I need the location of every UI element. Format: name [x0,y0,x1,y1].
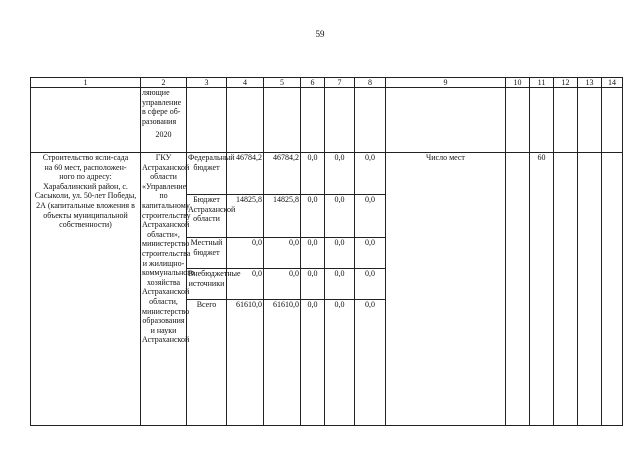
header-cell: 2 [141,78,187,88]
continuation-line: управление [142,97,182,107]
program-table [30,77,623,426]
empty-cell [506,88,530,153]
header-cell: 7 [325,78,355,88]
funding-value: 14825,8 [227,195,264,238]
object-description-cell [31,153,141,426]
header-cell: 3 [187,78,227,88]
empty-cell [264,88,301,153]
object-line: 2А (капитальные вложения в объекты муниципальной собственности) [36,200,135,230]
funding-value: 0,0 [301,195,325,238]
page-number: 59 [315,29,325,39]
funding-value: 46784,2 [264,153,301,195]
continuation-empty-cell [31,88,141,153]
funding-value: 0,0 [355,238,386,269]
funding-value: 0,0 [355,269,386,300]
funding-value: 0,0 [301,238,325,269]
header-row [31,78,623,88]
empty-cell [227,88,264,153]
header-cell: 14 [602,78,623,88]
object-line: Строительство ясли-сада [42,153,129,162]
funding-value: 0,0 [325,269,355,300]
funding-row [31,153,623,195]
funding-value: 0,0 [301,300,325,426]
funding-source: Местный бюджет [187,238,227,269]
executor-cell: ГКУ Астраханской области «Управление по капитальному строительству Астраханской области», министерство строительства и жилищно-коммунального хозяйства Астраханской области, министерство образования и науки Астраханской [141,153,187,426]
header-cell: 10 [506,78,530,88]
empty-cell [578,153,602,426]
header-cell: 9 [386,78,506,88]
empty-cell [554,153,578,426]
continuation-year [142,126,185,140]
header-cell: 11 [530,78,554,88]
empty-cell [554,88,578,153]
funding-value: 0,0 [227,269,264,300]
object-line: на 60 мест, расположен- [44,162,127,172]
funding-source: Внебюджетные источники [187,269,227,300]
funding-value: 0,0 [301,269,325,300]
funding-value: 0,0 [325,300,355,426]
year-label: 2020 [155,130,172,140]
empty-cell [578,88,602,153]
empty-cell [301,88,325,153]
empty-cell [325,88,355,153]
header-cell: 4 [227,78,264,88]
header-cell: 5 [264,78,301,88]
funding-value: 61610,0 [264,300,301,426]
object-line: ного по адресу: Харабалинский район, с. Сасыколи, ул. 50-лет Победы, [34,172,137,201]
header-cell: 8 [355,78,386,88]
funding-value: 14825,8 [264,195,301,238]
funding-value: 0,0 [301,153,325,195]
funding-source: Федеральный бюджет [187,153,227,195]
empty-cell [602,153,623,426]
continuation-line: в сфере об- [142,107,181,117]
funding-value: 0,0 [355,300,386,426]
empty-cell [386,88,506,153]
funding-value: 0,0 [355,195,386,238]
empty-cell [355,88,386,153]
continuation-line: разования [142,116,177,126]
empty-cell [530,88,554,153]
empty-cell [506,153,530,426]
empty-cell [602,88,623,153]
indicator-value: 60 [530,153,554,426]
header-cell: 12 [554,78,578,88]
indicator-name: Число мест [386,153,506,426]
funding-value: 46784,2 [227,153,264,195]
continuation-line: ляющие [142,88,170,97]
funding-value: 0,0 [325,238,355,269]
header-cell: 13 [578,78,602,88]
funding-value: 0,0 [264,238,301,269]
header-cell: 6 [301,78,325,88]
funding-value: 0,0 [264,269,301,300]
empty-cell [187,88,227,153]
funding-value: 0,0 [355,153,386,195]
funding-value: 0,0 [227,238,264,269]
funding-value: 61610,0 [227,300,264,426]
funding-source: Всего [187,300,227,426]
continuation-row [31,88,623,153]
funding-value: 0,0 [325,153,355,195]
funding-value: 0,0 [325,195,355,238]
header-cell: 1 [31,78,141,88]
funding-source: Бюджет Астраханской области [187,195,227,238]
continuation-executor-cell [141,88,187,153]
